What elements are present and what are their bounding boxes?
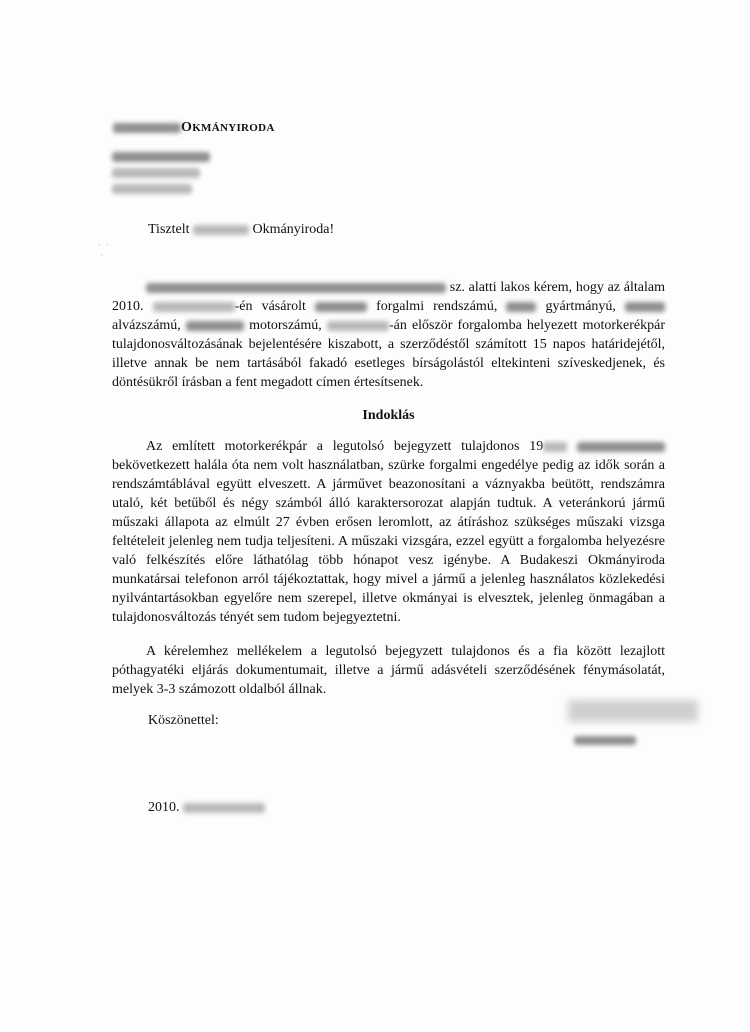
redacted-name-address [146, 283, 446, 293]
redacted-city [113, 123, 181, 133]
redacted-date [153, 302, 235, 312]
salutation-pre: Tisztelt [148, 222, 190, 237]
redacted-make [506, 302, 536, 312]
date-year: 2010. [148, 800, 180, 815]
reason-paragraph: Az említett motorkerékpár a legutolsó bejegyzett tulajdonos 19 bekövetkezett halála óta nem volt használatban, szürke forgalmi engedélye pedig az idők során a rendszámtáblával együtt elveszett. A járművet beazonosítani a váznyakba beütött, rendszámra utaló, két betűből és négy számból álló karaktersorozat alapján tudtuk. A veteránkorú jármű műszaki állapota az elmúlt 27 évben erősen leromlott, az átíráshoz szükséges műszaki vizsga feltételeit jelenleg nem tudja teljesíteni. A műszaki vizsgára, ezzel együtt a forgalomba helyezésre való felkészítés előre láthatólag több hónapot vesz igénybe. A Budakeszi Okmányiroda munkatársai telefonon arról tájékoztattak, hogy mivel a jármű a jelenleg használatos közlekedési nyilvántartásokban egyelőre nem szerepel, illetve okmányai is elvesztek, jelenleg önmagában a tulajdonosváltozás tényét sem tudom bejegyeztetni. [112, 439, 665, 625]
redacted-engine [186, 321, 244, 331]
office-name: KMÁNYIRODA [192, 122, 275, 134]
section-heading: Indoklás [362, 408, 415, 423]
redacted-chassis [625, 302, 665, 312]
salutation-post: Okmányiroda! [252, 222, 335, 237]
signature [568, 700, 698, 745]
redacted-date [577, 442, 665, 452]
office-initial: O [181, 120, 193, 135]
redacted-plate [315, 302, 367, 312]
redacted-date [183, 803, 265, 813]
office-heading [113, 120, 275, 136]
redacted-first-reg-date [327, 321, 389, 331]
redacted-year [543, 442, 567, 452]
letter-body [112, 278, 665, 699]
salutation [148, 222, 334, 238]
redacted-city [193, 225, 249, 235]
scan-specks: · · · [98, 240, 109, 260]
redacted-address-block [112, 152, 210, 200]
redacted-signer-name [574, 736, 636, 745]
date-line [148, 800, 265, 816]
redacted-signature [568, 700, 698, 722]
request-paragraph: sz. alatti lakos kérem, hogy az általam 2010. -én vásárolt forgalmi rendszámú, gyártmányú, alvázszámú, motorszámú, -án először forgalomba helyezett motorkerékpár tulajdonosváltozásának bejelentésére kiszabott, a szerződéstől számított 15 napos határidejétől, illetve annak be nem tartásából fakadó esetleges bírságolástól eltekinteni szíveskedjenek, és döntésükről írásban a fent megadott címen értesítsenek. [112, 280, 666, 390]
attachment-paragraph: A kérelemhez mellékelem a legutolsó bejegyzett tulajdonos és a fia között lezajlott póthagyatéki eljárás dokumentumait, illetve a jármű adásvételi szerződésének fénymásolatát, melyek 3-3 számozott oldalból állnak. [112, 644, 665, 697]
closing: Köszönettel: [148, 713, 219, 728]
